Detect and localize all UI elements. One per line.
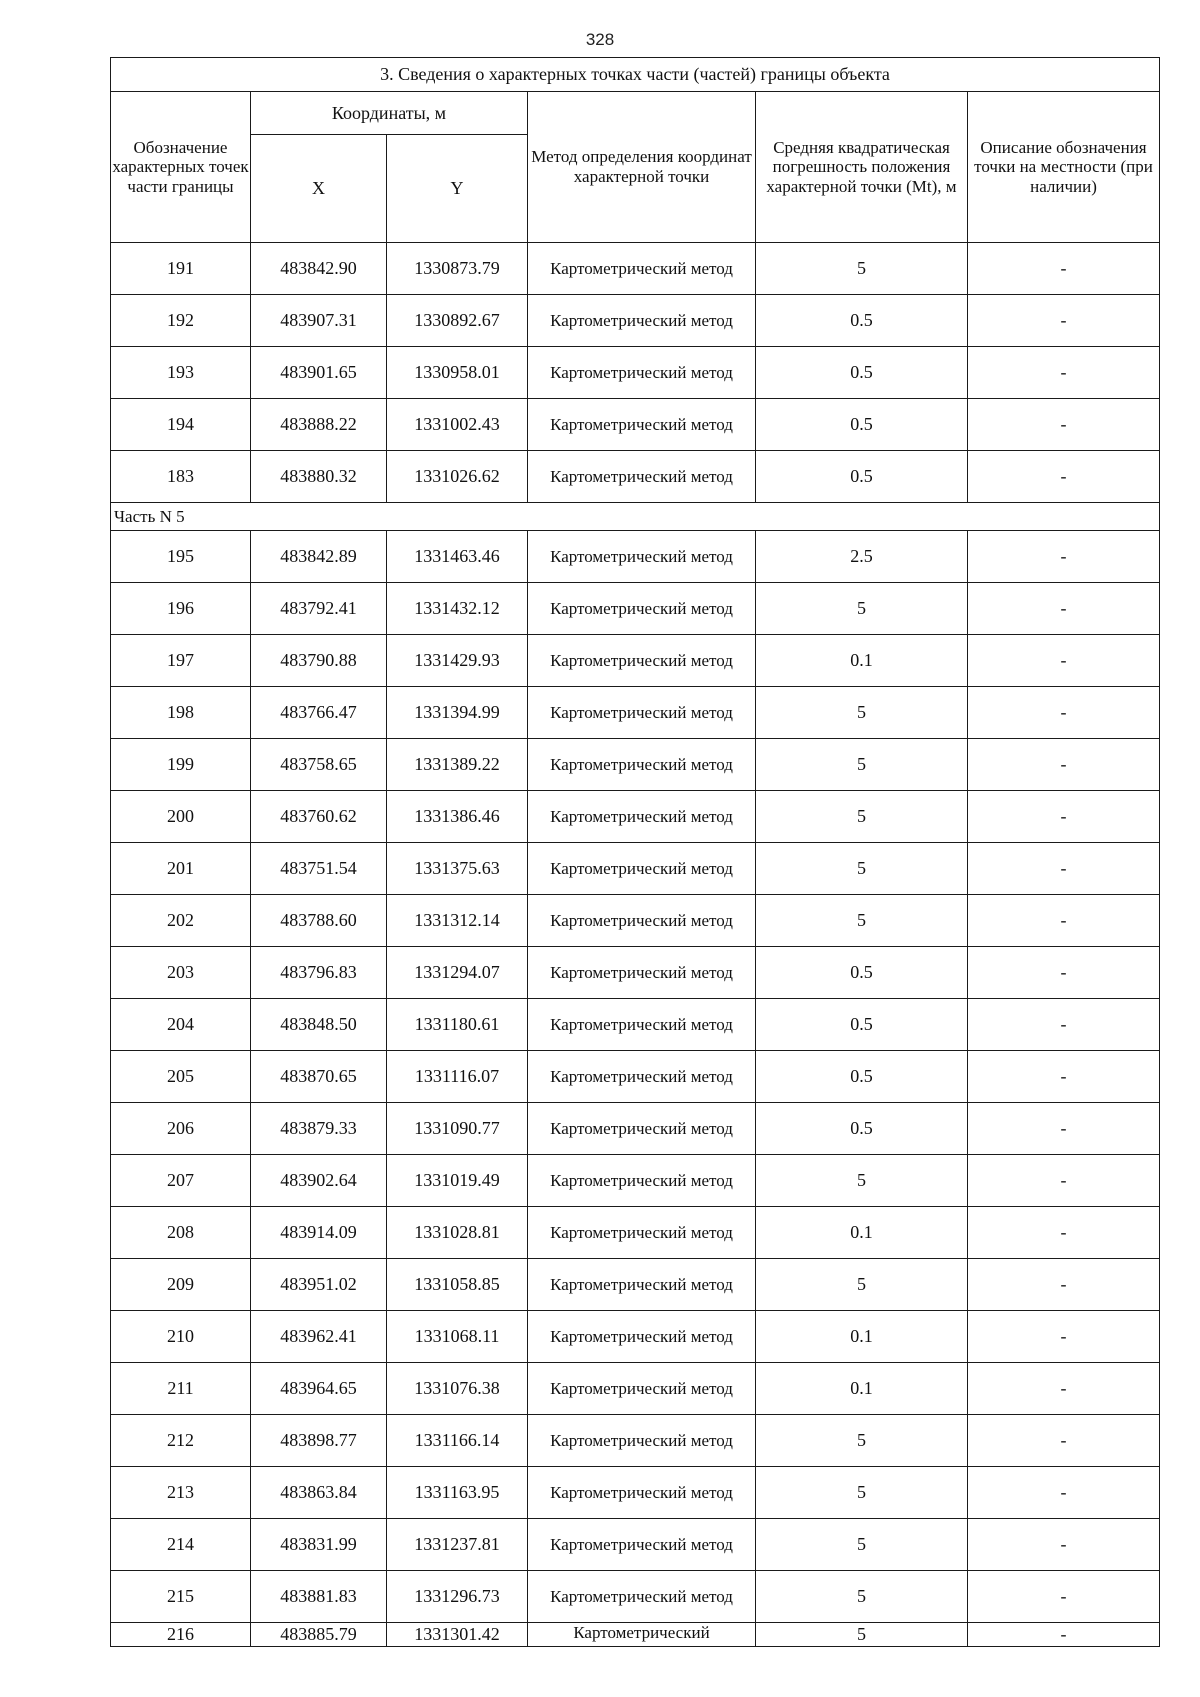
cell-y: 1331180.61 — [387, 999, 528, 1051]
table-row — [111, 347, 1160, 399]
part-separator-row — [111, 503, 1160, 531]
cell-method: Картометрический метод — [528, 999, 756, 1051]
cell-description: - — [968, 999, 1160, 1051]
cell-description: - — [968, 295, 1160, 347]
cell-point: 191 — [111, 243, 251, 295]
table-row — [111, 739, 1160, 791]
cell-point: 211 — [111, 1363, 251, 1415]
cell-x: 483766.47 — [251, 687, 387, 739]
cell-description: - — [968, 1467, 1160, 1519]
cell-description: - — [968, 791, 1160, 843]
cell-y: 1331166.14 — [387, 1415, 528, 1467]
cell-method: Картометрический метод — [528, 1259, 756, 1311]
cell-method: Картометрический метод — [528, 947, 756, 999]
cell-accuracy: 5 — [756, 1259, 968, 1311]
cell-point: 195 — [111, 531, 251, 583]
cell-description: - — [968, 243, 1160, 295]
cell-x: 483907.31 — [251, 295, 387, 347]
cell-accuracy: 5 — [756, 1519, 968, 1571]
cell-point: 216 — [111, 1623, 251, 1647]
cell-x: 483790.88 — [251, 635, 387, 687]
cell-x: 483879.33 — [251, 1103, 387, 1155]
cell-description: - — [968, 1415, 1160, 1467]
cell-accuracy: 0.5 — [756, 295, 968, 347]
cell-method: Картометрический метод — [528, 1363, 756, 1415]
cell-method: Картометрический метод — [528, 1155, 756, 1207]
cell-y: 1331068.11 — [387, 1311, 528, 1363]
cell-method: Картометрический метод — [528, 687, 756, 739]
cell-y: 1331163.95 — [387, 1467, 528, 1519]
table-row — [111, 243, 1160, 295]
cell-method: Картометрический метод — [528, 243, 756, 295]
cell-method: Картометрический метод — [528, 531, 756, 583]
cell-accuracy: 5 — [756, 739, 968, 791]
cell-x: 483831.99 — [251, 1519, 387, 1571]
cell-method: Картометрический метод — [528, 1415, 756, 1467]
cell-x: 483962.41 — [251, 1311, 387, 1363]
cell-x: 483788.60 — [251, 895, 387, 947]
cell-x: 483842.90 — [251, 243, 387, 295]
cell-point: 202 — [111, 895, 251, 947]
cell-description: - — [968, 1623, 1160, 1647]
cell-x: 483870.65 — [251, 1051, 387, 1103]
header-point-designation: Обозначение характерных точек части границы — [111, 92, 251, 243]
table-row — [111, 451, 1160, 503]
cell-description: - — [968, 399, 1160, 451]
cell-point: 204 — [111, 999, 251, 1051]
cell-point: 215 — [111, 1571, 251, 1623]
cell-y: 1331375.63 — [387, 843, 528, 895]
cell-x: 483758.65 — [251, 739, 387, 791]
cell-y: 1331026.62 — [387, 451, 528, 503]
cell-accuracy: 0.5 — [756, 347, 968, 399]
table-row — [111, 635, 1160, 687]
table-row — [111, 843, 1160, 895]
cell-description: - — [968, 687, 1160, 739]
cell-accuracy: 5 — [756, 1155, 968, 1207]
cell-x: 483863.84 — [251, 1467, 387, 1519]
cell-method: Картометрический метод — [528, 1571, 756, 1623]
table-title: 3. Сведения о характерных точках части (частей) границы объекта — [111, 58, 1160, 92]
cell-accuracy: 5 — [756, 583, 968, 635]
cell-accuracy: 5 — [756, 1467, 968, 1519]
cell-method: Картометрический метод — [528, 295, 756, 347]
cell-y: 1330958.01 — [387, 347, 528, 399]
cell-accuracy: 5 — [756, 1571, 968, 1623]
cell-point: 203 — [111, 947, 251, 999]
cell-point: 201 — [111, 843, 251, 895]
cell-x: 483898.77 — [251, 1415, 387, 1467]
cell-description: - — [968, 347, 1160, 399]
table-row — [111, 1207, 1160, 1259]
cell-description: - — [968, 1103, 1160, 1155]
cell-x: 483914.09 — [251, 1207, 387, 1259]
cell-y: 1331463.46 — [387, 531, 528, 583]
table-row — [111, 583, 1160, 635]
cell-point: 196 — [111, 583, 251, 635]
cell-point: 205 — [111, 1051, 251, 1103]
cell-y: 1331301.42 — [387, 1623, 528, 1647]
cell-x: 483751.54 — [251, 843, 387, 895]
cell-method: Картометрический — [528, 1623, 756, 1647]
cell-y: 1331116.07 — [387, 1051, 528, 1103]
cell-description: - — [968, 1363, 1160, 1415]
cell-y: 1331389.22 — [387, 739, 528, 791]
cell-x: 483848.50 — [251, 999, 387, 1051]
cell-description: - — [968, 1259, 1160, 1311]
cell-method: Картометрический метод — [528, 739, 756, 791]
cell-accuracy: 0.5 — [756, 999, 968, 1051]
cell-description: - — [968, 1311, 1160, 1363]
cell-accuracy: 5 — [756, 895, 968, 947]
cell-method: Картометрический метод — [528, 1467, 756, 1519]
cell-description: - — [968, 583, 1160, 635]
table-row — [111, 1259, 1160, 1311]
cell-accuracy: 5 — [756, 687, 968, 739]
cell-y: 1331019.49 — [387, 1155, 528, 1207]
cell-x: 483901.65 — [251, 347, 387, 399]
cell-y: 1331076.38 — [387, 1363, 528, 1415]
table-row — [111, 1467, 1160, 1519]
cell-x: 483951.02 — [251, 1259, 387, 1311]
table-row — [111, 1363, 1160, 1415]
rows-group-b — [111, 531, 1160, 1623]
cell-method: Картометрический метод — [528, 1207, 756, 1259]
header-description: Описание обозначения точки на местности (при наличии) — [968, 92, 1160, 243]
cell-accuracy: 0.5 — [756, 947, 968, 999]
cell-accuracy: 0.1 — [756, 1207, 968, 1259]
cell-description: - — [968, 1519, 1160, 1571]
cell-method: Картометрический метод — [528, 1311, 756, 1363]
cell-x: 483888.22 — [251, 399, 387, 451]
table-row — [111, 1571, 1160, 1623]
cell-method: Картометрический метод — [528, 895, 756, 947]
cell-point: 199 — [111, 739, 251, 791]
cell-accuracy: 0.1 — [756, 1311, 968, 1363]
cell-y: 1331058.85 — [387, 1259, 528, 1311]
cell-point: 200 — [111, 791, 251, 843]
cell-y: 1330892.67 — [387, 295, 528, 347]
cell-point: 209 — [111, 1259, 251, 1311]
cell-y: 1331002.43 — [387, 399, 528, 451]
cell-point: 208 — [111, 1207, 251, 1259]
cell-accuracy: 0.5 — [756, 1103, 968, 1155]
cell-y: 1331028.81 — [387, 1207, 528, 1259]
cell-accuracy: 5 — [756, 791, 968, 843]
table-row — [111, 791, 1160, 843]
cell-description: - — [968, 895, 1160, 947]
rows-group-a — [111, 243, 1160, 503]
cell-point: 197 — [111, 635, 251, 687]
cell-description: - — [968, 947, 1160, 999]
table-row — [111, 999, 1160, 1051]
table-row — [111, 1103, 1160, 1155]
cell-point: 212 — [111, 1415, 251, 1467]
table-row — [111, 895, 1160, 947]
table-row — [111, 1415, 1160, 1467]
cell-description: - — [968, 1051, 1160, 1103]
cell-point: 183 — [111, 451, 251, 503]
cell-accuracy: 5 — [756, 843, 968, 895]
cell-description: - — [968, 843, 1160, 895]
table-row — [111, 399, 1160, 451]
table-row — [111, 1311, 1160, 1363]
cell-method: Картометрический метод — [528, 399, 756, 451]
table-row — [111, 1051, 1160, 1103]
cell-description: - — [968, 739, 1160, 791]
cell-point: 210 — [111, 1311, 251, 1363]
cell-y: 1331432.12 — [387, 583, 528, 635]
cell-accuracy: 0.5 — [756, 1051, 968, 1103]
cell-point: 214 — [111, 1519, 251, 1571]
cell-y: 1331090.77 — [387, 1103, 528, 1155]
cell-point: 194 — [111, 399, 251, 451]
table-row — [111, 1623, 1160, 1647]
cell-x: 483881.83 — [251, 1571, 387, 1623]
table-row — [111, 531, 1160, 583]
cell-description: - — [968, 1207, 1160, 1259]
cell-accuracy: 5 — [756, 1623, 968, 1647]
cell-description: - — [968, 531, 1160, 583]
cell-accuracy: 0.5 — [756, 399, 968, 451]
cell-y: 1331237.81 — [387, 1519, 528, 1571]
cell-description: - — [968, 451, 1160, 503]
cell-y: 1331296.73 — [387, 1571, 528, 1623]
part-label: Часть N 5 — [111, 503, 1160, 531]
header-y: Y — [387, 135, 528, 243]
cell-accuracy: 5 — [756, 243, 968, 295]
cell-accuracy: 2.5 — [756, 531, 968, 583]
table-row — [111, 295, 1160, 347]
cell-point: 192 — [111, 295, 251, 347]
cell-method: Картометрический метод — [528, 791, 756, 843]
cell-method: Картометрический метод — [528, 635, 756, 687]
cell-description: - — [968, 1155, 1160, 1207]
cell-y: 1331386.46 — [387, 791, 528, 843]
table-row — [111, 947, 1160, 999]
cell-description: - — [968, 635, 1160, 687]
characteristic-points-table — [110, 57, 1160, 1647]
cell-point: 193 — [111, 347, 251, 399]
header-x: X — [251, 135, 387, 243]
table-row — [111, 687, 1160, 739]
cell-x: 483880.32 — [251, 451, 387, 503]
cell-point: 198 — [111, 687, 251, 739]
cell-method: Картометрический метод — [528, 1519, 756, 1571]
cell-x: 483792.41 — [251, 583, 387, 635]
header-method: Метод определения координат характерной точки — [528, 92, 756, 243]
header-accuracy: Средняя квадратическая погрешность положения характерной точки (Mt), м — [756, 92, 968, 243]
cell-method: Картометрический метод — [528, 583, 756, 635]
cell-x: 483885.79 — [251, 1623, 387, 1647]
cell-accuracy: 0.1 — [756, 1363, 968, 1415]
cell-accuracy: 5 — [756, 1415, 968, 1467]
cell-accuracy: 0.1 — [756, 635, 968, 687]
cell-y: 1331294.07 — [387, 947, 528, 999]
cell-method: Картометрический метод — [528, 451, 756, 503]
cell-y: 1331429.93 — [387, 635, 528, 687]
cell-accuracy: 0.5 — [756, 451, 968, 503]
table-row — [111, 1519, 1160, 1571]
cell-method: Картометрический метод — [528, 1051, 756, 1103]
header-coordinates: Координаты, м — [251, 92, 528, 135]
table-row — [111, 1155, 1160, 1207]
cell-method: Картометрический метод — [528, 1103, 756, 1155]
cell-x: 483902.64 — [251, 1155, 387, 1207]
cell-point: 206 — [111, 1103, 251, 1155]
cell-y: 1331394.99 — [387, 687, 528, 739]
cell-x: 483842.89 — [251, 531, 387, 583]
cell-y: 1330873.79 — [387, 243, 528, 295]
cell-description: - — [968, 1571, 1160, 1623]
cell-point: 207 — [111, 1155, 251, 1207]
cell-method: Картометрический метод — [528, 347, 756, 399]
cell-point: 213 — [111, 1467, 251, 1519]
cell-x: 483964.65 — [251, 1363, 387, 1415]
cell-method: Картометрический метод — [528, 843, 756, 895]
cell-x: 483760.62 — [251, 791, 387, 843]
cell-y: 1331312.14 — [387, 895, 528, 947]
page-number: 328 — [585, 30, 615, 49]
cell-x: 483796.83 — [251, 947, 387, 999]
